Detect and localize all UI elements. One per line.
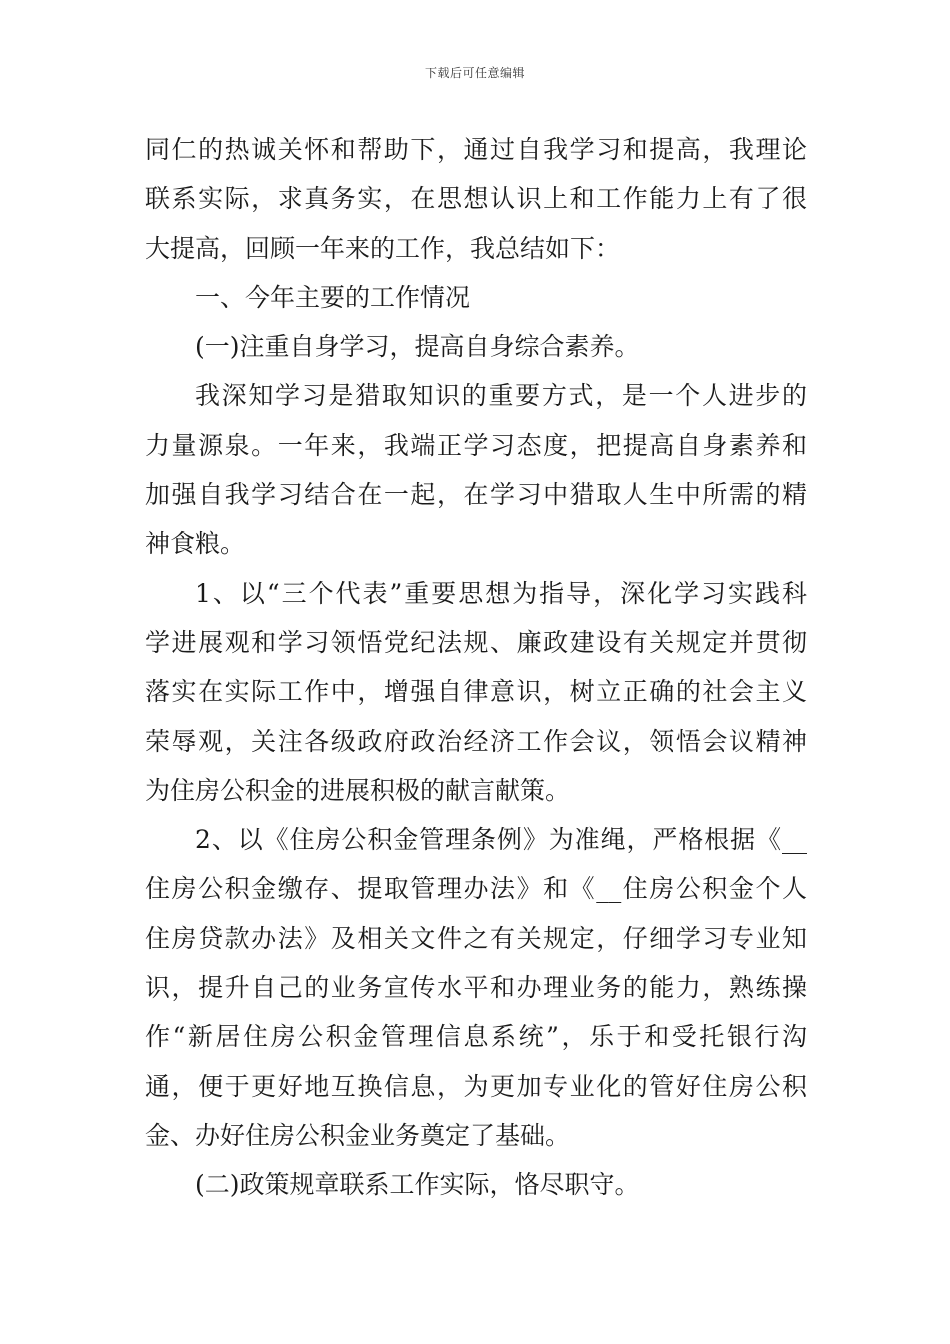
text-line: 学进展观和学习领悟党纪法规、廉政建设有关规定并贯彻 <box>145 627 807 657</box>
text-line: 识，提升自己的业务宣传水平和办理业务的能力，熟练操 <box>145 973 807 1003</box>
text-line: 金、办好住房公积金业务奠定了基础。 <box>145 1120 571 1150</box>
text-line: 2、以《住房公积金管理条例》为准绳，严格根据《__ <box>195 825 807 855</box>
text-line: (二)政策规章联系工作实际，恪尽职守。 <box>195 1170 640 1200</box>
text-line: 落实在实际工作中，增强自律意识，树立正确的社会主义 <box>145 677 807 707</box>
page-header: 下载后可任意编辑 <box>424 66 525 80</box>
text-line: 我深知学习是猎取知识的重要方式，是一个人进步的 <box>195 381 807 411</box>
text-line: 力量源泉。一年来，我端正学习态度，把提高自身素养和 <box>145 430 807 460</box>
text-line: 一、今年主要的工作情况 <box>195 282 471 312</box>
text-line: 作“新居住房公积金管理信息系统”，乐于和受托银行沟 <box>145 1022 807 1052</box>
text-line: 通，便于更好地互换信息，为更加专业化的管好住房公积 <box>145 1071 807 1101</box>
text-line: 神食粮。 <box>145 529 246 559</box>
body-text <box>145 125 807 1210</box>
text-line: 住房贷款办法》及相关文件之有关规定，仔细学习专业知 <box>145 923 807 953</box>
text-line: 1、以“三个代表”重要思想为指导，深化学习实践科 <box>195 578 807 608</box>
text-line: 为住房公积金的进展积极的献言献策。 <box>145 775 571 805</box>
text-line: 住房公积金缴存、提取管理办法》和《__住房公积金个人 <box>145 874 807 904</box>
text-line: 同仁的热诚关怀和帮助下，通过自我学习和提高，我理论 <box>145 135 807 164</box>
text-line: 荣辱观，关注各级政府政治经济工作会议，领悟会议精神 <box>145 726 807 756</box>
text-line: (一)注重自身学习，提高自身综合素养。 <box>195 332 640 362</box>
text-line: 联系实际，求真务实，在思想认识上和工作能力上有了很 <box>145 184 807 214</box>
text-line: 大提高，回顾一年来的工作，我总结如下： <box>145 233 621 263</box>
text-line: 加强自我学习结合在一起，在学习中猎取人生中所需的精 <box>145 480 807 510</box>
